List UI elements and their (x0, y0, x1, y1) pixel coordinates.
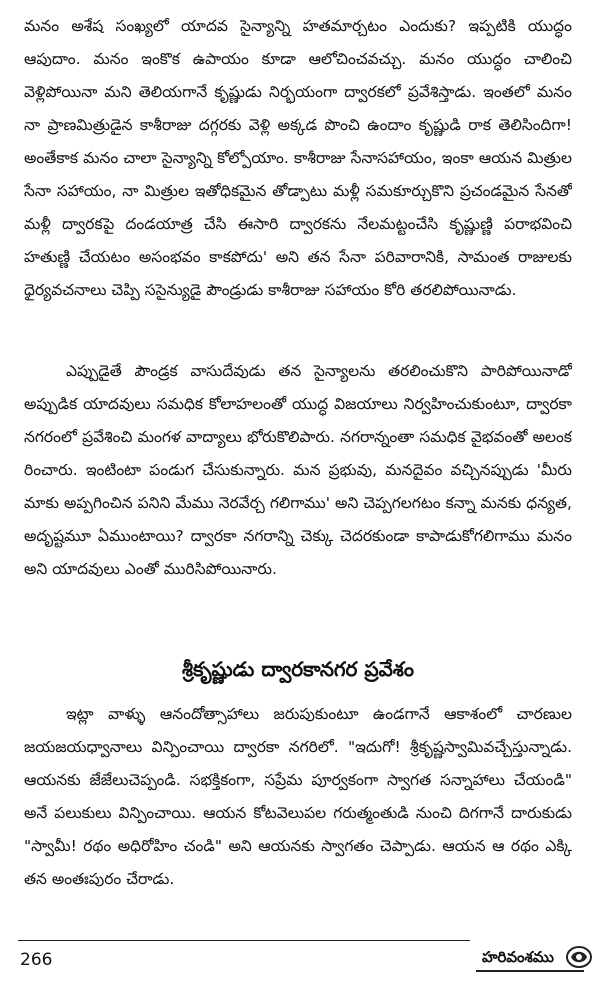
book-emblem-icon (565, 944, 593, 970)
paragraph-3: ఇట్లా వాళ్ళు ఆనందోత్సాహాలు జరుపుకుంటూ ఉండగానే ఆకాశంలో చారణుల జయజయధ్వానాలు విన్పించాయి ద్వారకా నగరిలో. "ఇదుగో! శ్రీకృష్ణస్వామివచ్చేస్తున్నాడు. ఆయనకు జేజేలుచెప్పండి. సభక్తికంగా, సప్రేమ పూర్వకంగా స్వాగత సన్నాహాలు చేయండి" అనే పలుకులు విన్పించాయి. ఆయన కోటవెలుపల గరుత్మంతుడి నుంచి దిగగానే దారుకుడు "స్వామీ! రథం అధిరోహిం చండి" అని ఆయనకు స్వాగతం చెప్పాడు. ఆయన ఆ రథం ఎక్కి తన అంతఃపురం చేరాడు. (24, 705, 572, 888)
page-number: 266 (20, 950, 53, 970)
running-title: హరివంశము (476, 944, 584, 972)
footer-divider (18, 940, 470, 941)
paragraph-1: మనం అశేష సంఖ్యలో యాదవ సైన్యాన్ని హతమార్చటం ఎందుకు? ఇప్పటికి యుద్ధం ఆపుదాం. మనం ఇంకొక ఉపాయం కూడా ఆలోచించవచ్చు. మనం యుద్ధం చాలించి వెళ్లిపోయినా మని తెలియగానే కృష్ణుడు నిర్భయంగా ద్వారకలో ప్రవేశిస్తాడు. ఇంతలో మనం నా ప్రాణమిత్రుడైన కాశీరాజు దగ్గరకు వెళ్లి అక్కడ పొంచి ఉందాం కృష్ణుడి రాక తెలిసిందిగా! అంతేకాక మనం చాలా సైన్యాన్ని కోల్పోయాం. కాశీరాజు సేనాసహాయం, ఇంకా ఆయన మిత్రుల సేనా సహాయం, నా మిత్రుల ఇతోధికమైన తోడ్పాటు మళ్లీ సమకూర్చుకొని ప్రచండమైన సేనతో మళ్లీ ద్వారకపై దండయాత్ర చేసి ఈసారి ద్వారకను నేలమట్టంచేసి కృష్ణుణ్ణి పరాభవించి హతుణ్ణి చేయటం అసంభవం కాకపోదు' అని తన సేనా పరివారానికి, సామంత రాజులకు ధైర్యవచనాలు చెప్పి ససైన్యుడై పౌండ్రుడు కాశీరాజు సహాయం కోరి తరలిపోయినాడు. (24, 17, 572, 299)
section-heading: శ్రీకృష్ణుడు ద్వారకానగర ప్రవేశం (182, 657, 414, 681)
paragraph-2: ఎప్పుడైతే పౌండ్రక వాసుదేవుడు తన సైన్యాలను తరలించుకొని పారిపోయినాడో అప్పుడిక యాదవులు సమధిక కోలాహలంతో యుద్ధ విజయాలు నిర్వహించుకుంటూ, ద్వారకా నగరంలో ప్రవేశించి మంగళ వాద్యాలు భోరుకొలిపారు. నగరాన్నంతా సమధిక వైభవంతో అలంక రించారు. ఇంటింటా పండుగ చేసుకున్నారు. మన ప్రభువు, మనదైవం వచ్చినప్పుడు 'మీరు మాకు అప్పగించిన పనిని మేము నెరవేర్చ గలిగాము' అని చెప్పగలగటం కన్నా మనకు ధన్యత, అదృష్టమూ ఏముంటాయి? ద్వారకా నగరాన్ని చెక్కు చెదరకుండా కాపాడుకోగలిగాము మనం అని యాదవులు ఎంతో మురిసిపోయినారు. (24, 362, 572, 578)
